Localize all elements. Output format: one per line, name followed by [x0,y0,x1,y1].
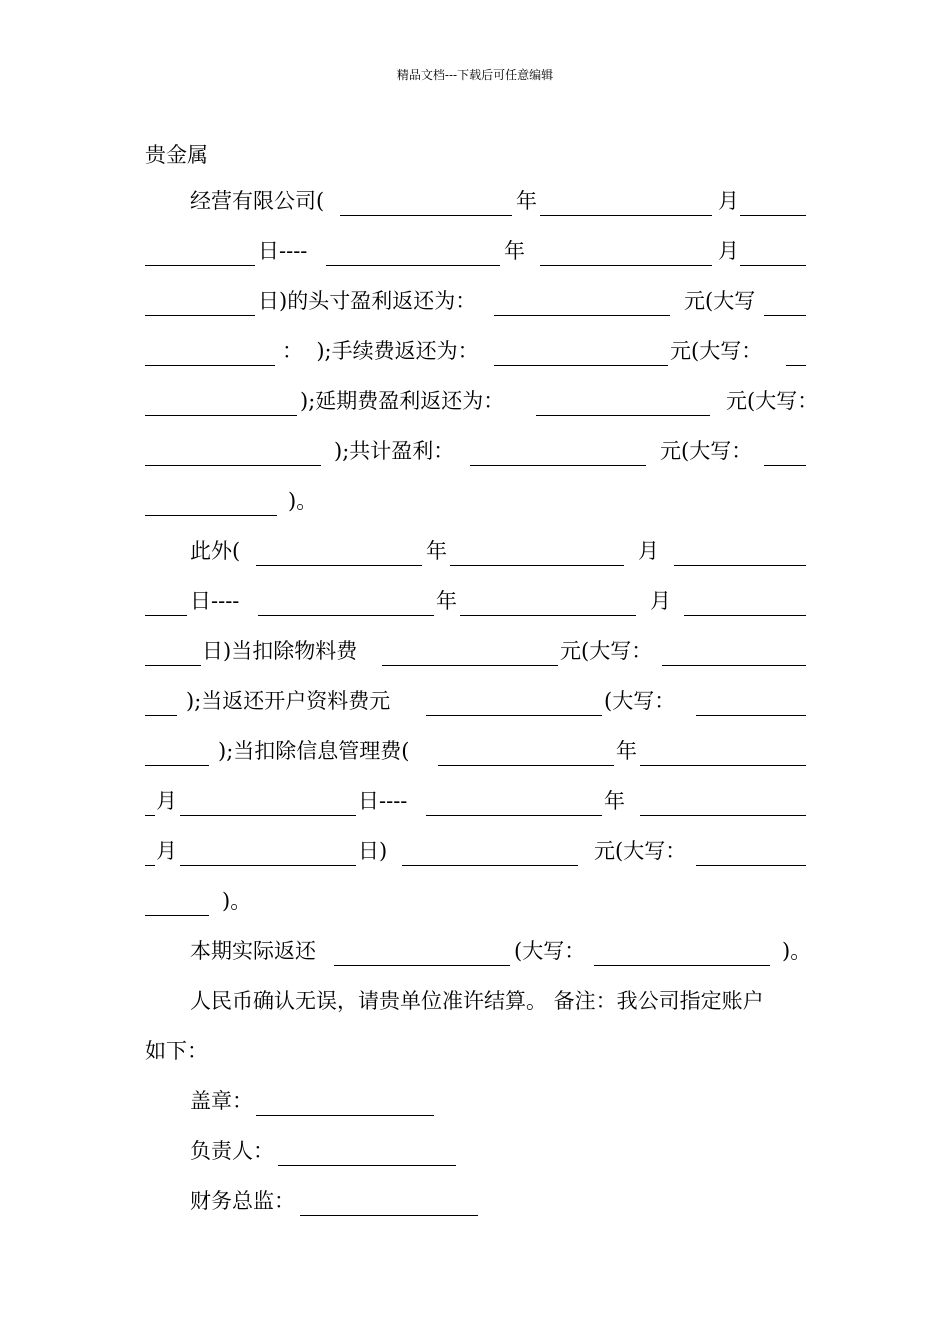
text: 年 [616,739,637,763]
blank [786,336,806,366]
blank [764,286,806,316]
blank [740,236,806,266]
person-in-charge-blank [278,1136,456,1166]
blank [764,436,806,466]
text: 月 [718,189,739,213]
text: (大写： [514,939,586,963]
blank [145,836,155,866]
text: 日) [358,839,388,863]
blank [696,836,806,866]
blank [145,436,321,466]
finance-director-label: 财务总监： [190,1189,295,1213]
text: );当扣除信息管理费( [218,739,410,763]
blank [145,886,209,916]
text: )。 [782,939,812,963]
text: 年 [516,189,537,213]
person-in-charge-label: 负责人： [190,1139,274,1163]
blank [536,386,710,416]
blank [438,736,614,766]
blank [662,636,806,666]
seal-label: 盖章： [190,1089,253,1113]
blank [470,436,646,466]
text: 月 [156,789,177,813]
page-header: 精品文档---下载后可任意编辑 [396,68,554,82]
text: 经营有限公司( [190,189,325,213]
blank [494,286,670,316]
blank [674,536,806,566]
blank [145,386,297,416]
text: 月 [650,589,671,613]
blank [145,286,255,316]
blank [460,586,636,616]
blank [145,636,201,666]
text: ： );手续费返还为： [282,339,479,363]
text: );当返还开户资料费元 [186,689,391,713]
text: );延期费盈利返还为： [300,389,505,413]
blank [145,736,209,766]
blank [340,186,512,216]
blank [145,786,155,816]
blank [640,786,806,816]
text: 月 [718,239,739,263]
blank [145,586,187,616]
text: 年 [504,239,525,263]
text: (大写： [604,689,676,713]
blank [145,236,255,266]
text: 月 [156,839,177,863]
text: 年 [436,589,457,613]
blank [258,586,434,616]
blank [540,186,712,216]
text: 本期实际返还 [190,939,316,963]
text: 元(大写： [560,639,653,663]
text: 如下： [145,1039,208,1063]
text: 元(大写： [660,439,753,463]
blank [494,336,668,366]
blank [640,736,806,766]
blank [145,686,177,716]
blank [594,936,770,966]
text: 元(大写： [726,389,819,413]
seal-blank [256,1086,434,1116]
text: 日)的头寸盈利返还为： [258,289,477,313]
blank [684,586,806,616]
text: 年 [604,789,625,813]
blank [402,836,578,866]
text: 月 [638,539,659,563]
text: 元(大写： [670,339,763,363]
text: 日---- [358,789,408,813]
blank [540,236,712,266]
text: 日---- [190,589,240,613]
text: )。 [222,889,252,913]
blank [426,686,602,716]
text: 元(大写 [684,289,756,313]
document-title: 贵金属 [145,143,208,167]
text: 元(大写： [594,839,687,863]
blank [334,936,510,966]
blank [426,786,602,816]
text: );共计盈利： [334,439,455,463]
blank [740,186,806,216]
blank [382,636,558,666]
blank [180,786,356,816]
text: 人民币确认无误，请贵单位准许结算。 备注：我公司指定账户 [190,989,764,1013]
blank [696,686,806,716]
blank [256,536,422,566]
text: 此外( [190,539,241,563]
finance-director-blank [300,1186,478,1216]
blank [145,336,275,366]
text: 年 [426,539,447,563]
blank [326,236,500,266]
text: 日---- [258,239,308,263]
text: )。 [288,489,318,513]
text: 日)当扣除物料费 [202,639,358,663]
blank [180,836,356,866]
blank [450,536,624,566]
blank [145,486,277,516]
